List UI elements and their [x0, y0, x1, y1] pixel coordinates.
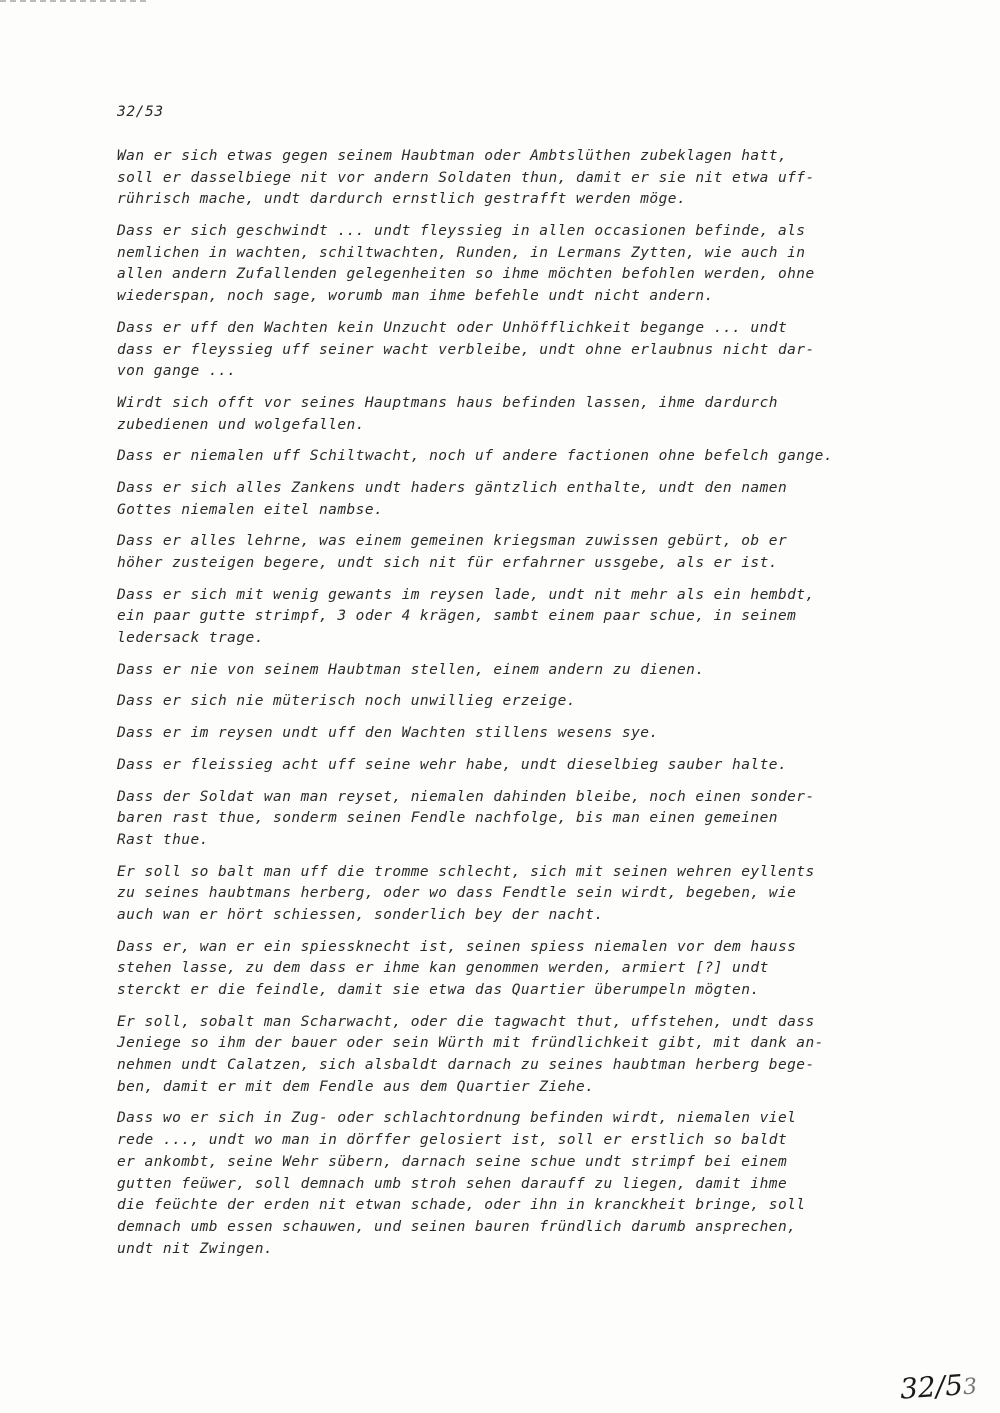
text-line: rede ..., undt wo man in dörffer gelosiert ist, soll er erstlich so baldt — [117, 1132, 788, 1149]
text-line: baren rast thue, sonderm seinen Fendle nachfolge, bis man einen gemeinen — [117, 810, 778, 827]
text-line: stehen lasse, zu dem dass er ihme kan genommen werden, armiert [?] undt — [117, 960, 769, 977]
text-line: Dass er sich alles Zankens undt haders gäntzlich enthalte, undt den namen — [117, 479, 788, 496]
paragraph — [117, 691, 917, 713]
text-line: Dass er alles lehrne, was einem gemeinen kriegsman zuwissen gebürt, ob er — [117, 533, 788, 550]
text-line: soll er dasselbiege nit vor andern Soldaten thun, damit er sie nit etwa uff- — [117, 169, 815, 186]
text-line: sterckt er die feindle, damit sie etwa das Quartier überumpeln mögten. — [117, 982, 760, 998]
text-line: wiederspan, noch sage, worumb man ihme befehle undt nicht andern. — [117, 288, 714, 305]
text-line: die feüchte der erden nit etwan schade, oder ihn in kranckheit bringe, soll — [117, 1197, 806, 1214]
handwritten-number-faint: 3 — [962, 1374, 978, 1401]
paragraph — [117, 1012, 917, 1099]
paragraph — [117, 862, 917, 927]
paragraph — [117, 787, 917, 852]
text-line: er ankombt, seine Wehr sübern, darnach seine schue undt strimpf bei einem — [117, 1153, 788, 1170]
text-line: auch wan er hört schiessen, sonderlich bey der nacht. — [117, 906, 604, 923]
paragraph — [117, 221, 917, 308]
text-line: zubedienen und wolgefallen. — [117, 416, 365, 433]
text-line: allen andern Zufallenden gelegenheiten so ihme möchten befohlen werden, ohne — [117, 266, 815, 283]
text-line: dass er fleyssieg uff seiner wacht verbleibe, undt ohne erlaubnus nicht dar- — [117, 341, 815, 358]
paragraph — [117, 446, 917, 468]
text-line: Dass er uff den Wachten kein Unzucht oder Unhöfflichkeit begange ... undt — [117, 319, 788, 336]
text-line: höher zusteigen begere, undt sich nit für erfahrner ussgebe, als er ist. — [117, 555, 778, 571]
text-line: Dass er fleissieg acht uff seine wehr habe, undt dieselbieg sauber halte. — [117, 756, 788, 773]
paragraph — [117, 531, 917, 574]
text-line: Wan er sich etwas gegen seinem Haubtman oder Ambtslüthen zubeklagen hatt, — [117, 148, 788, 164]
text-line: Dass er niemalen uff Schiltwacht, noch uf andere factionen ohne befelch gange. — [117, 448, 834, 465]
paragraph — [117, 478, 917, 521]
text-line: rührisch mache, undt dardurch ernstlich gestrafft werden möge. — [117, 191, 687, 208]
text-line: Dass er nie von seinem Haubtman stellen, einem andern zu dienen. — [117, 661, 705, 678]
text-line: Er soll, sobalt man Scharwacht, oder die tagwacht thut, uffstehen, undt dass — [117, 1013, 815, 1030]
text-line: undt nit Zwingen. — [117, 1240, 274, 1257]
handwritten-number-main: 32/5 — [898, 1368, 964, 1406]
text-line: nemlichen in wachten, schiltwachten, Runden, in Lermans Zytten, wie auch in — [117, 244, 806, 261]
text-line: Dass er im reysen undt uff den Wachten stillens wesens sye. — [117, 725, 659, 742]
text-line: ein paar gutte strimpf, 3 oder 4 krägen, sambt einem paar schue, in seinem — [117, 608, 797, 625]
scan-edge-mark — [0, 0, 150, 2]
paragraph — [117, 937, 917, 1002]
text-line: Dass er sich mit wenig gewants im reysen lade, undt nit mehr als ein hembdt, — [117, 586, 815, 603]
text-line: Gottes niemalen eitel nambse. — [117, 501, 384, 518]
text-line: gutten feüwer, soll demnach umb stroh sehen darauff zu liegen, damit ihme — [117, 1175, 788, 1192]
text-line: Wirdt sich offt vor seines Hauptmans haus befinden lassen, ihme dardurch — [117, 394, 778, 411]
paragraph — [117, 393, 917, 436]
paragraph — [117, 585, 917, 650]
text-line: Rast thue. — [117, 831, 209, 848]
text-line: demnach umb essen schauwen, und seinen bauren fründlich darumb ansprechen, — [117, 1218, 797, 1235]
text-line: ben, damit er mit dem Fendle aus dem Quartier Ziehe. — [117, 1078, 595, 1095]
text-line: Er soll so balt man uff die tromme schlecht, sich mit seinen wehren eyllents — [117, 863, 815, 880]
text-line: Dass der Soldat wan man reyset, niemalen dahinden bleibe, noch einen sonder- — [117, 788, 815, 805]
text-line: Dass er sich geschwindt ... undt fleyssieg in allen occasionen befinde, als — [117, 223, 806, 240]
text-line: nehmen undt Calatzen, sich alsbaldt darnach zu seines haubtman herberg bege- — [117, 1057, 815, 1074]
text-line: Dass wo er sich in Zug- oder schlachtordnung befinden wirdt, niemalen viel — [117, 1110, 797, 1127]
text-line: Dass er, wan er ein spiessknecht ist, seinen spiess niemalen vor dem hauss — [117, 938, 797, 955]
text-line: ledersack trage. — [117, 630, 264, 647]
paragraph — [117, 723, 917, 745]
text-line: von gange ... — [117, 363, 237, 380]
paragraph — [117, 755, 917, 777]
handwritten-page-number — [899, 1367, 978, 1405]
page-reference: 32/53 — [117, 104, 164, 120]
document-body — [117, 146, 917, 1270]
text-line: zu seines haubtmans herberg, oder wo dass Fendtle sein wirdt, begeben, wie — [117, 885, 797, 902]
text-line: Jeniege so ihm der bauer oder sein Würth mit fründlichkeit gibt, mit dank an- — [117, 1035, 824, 1052]
paragraph — [117, 146, 917, 211]
paragraph — [117, 1108, 917, 1260]
paragraph — [117, 318, 917, 383]
paragraph — [117, 660, 917, 682]
text-line: Dass er sich nie müterisch noch unwillieg erzeige. — [117, 693, 576, 710]
